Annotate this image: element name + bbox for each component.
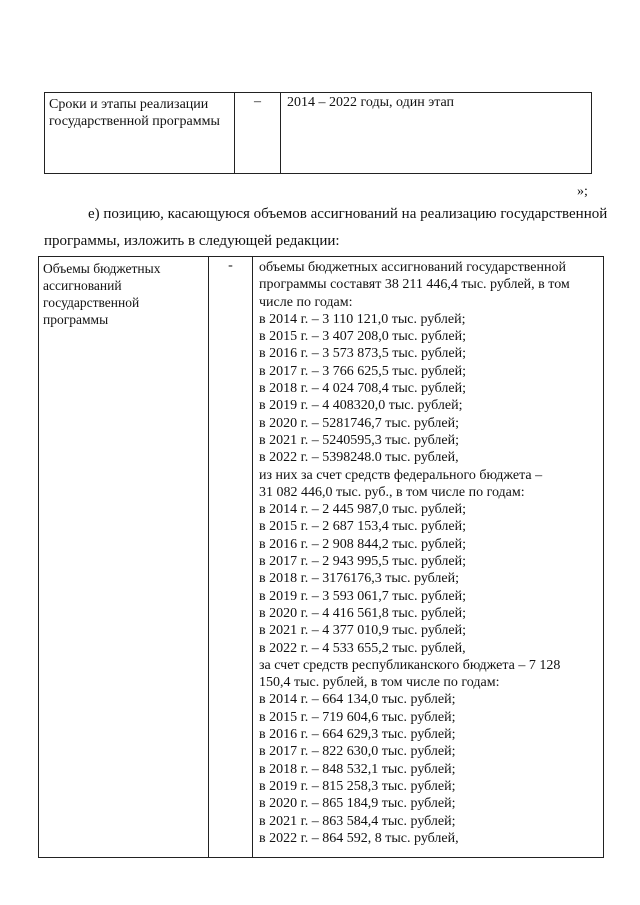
budget-line: в 2019 г. – 3 593 061,7 тыс. рублей; — [259, 588, 466, 604]
budget-line: в 2018 г. – 3176176,3 тыс. рублей; — [259, 571, 459, 587]
budget-line: в 2020 г. – 865 184,9 тыс. рублей; — [259, 796, 456, 812]
budget-line: числе по годам: — [259, 294, 353, 310]
budget-line: в 2020 г. – 5281746,7 тыс. рублей; — [259, 415, 459, 431]
budget-line: в 2019 г. – 815 258,3 тыс. рублей; — [259, 778, 456, 794]
budget-allocations-table — [38, 256, 604, 858]
budget-line: в 2018 г. – 848 532,1 тыс. рублей; — [259, 761, 456, 777]
budget-line: 31 082 446,0 тыс. руб., в том числе по годам: — [259, 484, 525, 500]
budget-line: в 2015 г. – 719 604,6 тыс. рублей; — [259, 709, 456, 725]
budget-label-cell: Объемы бюджетных ассигнований государственной программы — [39, 257, 209, 857]
budget-line: в 2015 г. – 2 687 153,4 тыс. рублей; — [259, 519, 466, 535]
budget-line: объемы бюджетных ассигнований государственной — [259, 260, 566, 275]
timing-value-cell: 2014 – 2022 годы, один этап — [287, 95, 455, 110]
budget-line: в 2016 г. – 3 573 873,5 тыс. рублей; — [259, 346, 466, 362]
budget-line: в 2019 г. – 4 408320,0 тыс. рублей; — [259, 398, 463, 414]
budget-line: в 2017 г. – 3 766 625,5 тыс. рублей; — [259, 363, 466, 379]
budget-line: в 2015 г. – 3 407 208,0 тыс. рублей; — [259, 329, 466, 345]
budget-line: в 2020 г. – 4 416 561,8 тыс. рублей; — [259, 605, 466, 621]
closing-quote-mark: »; — [577, 184, 588, 199]
timing-dash-cell: – — [235, 93, 281, 173]
budget-line: в 2016 г. – 2 908 844,2 тыс. рублей; — [259, 536, 466, 552]
budget-value-cell — [253, 257, 603, 857]
budget-line: в 2021 г. – 863 584,4 тыс. рублей; — [259, 813, 456, 829]
budget-line: в 2018 г. – 4 024 708,4 тыс. рублей; — [259, 381, 466, 397]
budget-line: в 2014 г. – 2 445 987,0 тыс. рублей; — [259, 502, 466, 518]
budget-line: в 2014 г. – 664 134,0 тыс. рублей; — [259, 692, 456, 708]
program-timing-table — [44, 92, 592, 174]
budget-line: в 2016 г. – 664 629,3 тыс. рублей; — [259, 727, 456, 743]
timing-label-cell: Сроки и этапы реализации государственной программы — [45, 93, 235, 173]
budget-line: за счет средств республиканского бюджета – 7 128 — [259, 657, 561, 673]
budget-line: в 2021 г. – 5240595,3 тыс. рублей; — [259, 432, 459, 448]
budget-line: в 2022 г. – 5398248.0 тыс. рублей, — [259, 450, 459, 466]
budget-line: в 2022 г. – 864 592, 8 тыс. рублей, — [259, 830, 459, 846]
budget-line: 150,4 тыс. рублей, в том числе по годам: — [259, 675, 500, 691]
budget-line: в 2022 г. – 4 533 655,2 тыс. рублей, — [259, 640, 466, 656]
paragraph-line-2: программы, изложить в следующей редакции: — [44, 233, 340, 249]
budget-line: в 2017 г. – 2 943 995,5 тыс. рублей; — [259, 554, 466, 570]
paragraph-line-1: е) позицию, касающуюся объемов ассигнований на реализацию государственной — [88, 206, 608, 222]
budget-line: в 2021 г. – 4 377 010,9 тыс. рублей; — [259, 623, 466, 639]
budget-line: в 2014 г. – 3 110 121,0 тыс. рублей; — [259, 311, 466, 327]
budget-line: программы составят 38 211 446,4 тыс. рублей, в том — [259, 277, 570, 293]
budget-line: из них за счет средств федерального бюджета – — [259, 467, 543, 483]
budget-dash-cell: - — [209, 257, 253, 857]
budget-line: в 2017 г. – 822 630,0 тыс. рублей; — [259, 744, 456, 760]
